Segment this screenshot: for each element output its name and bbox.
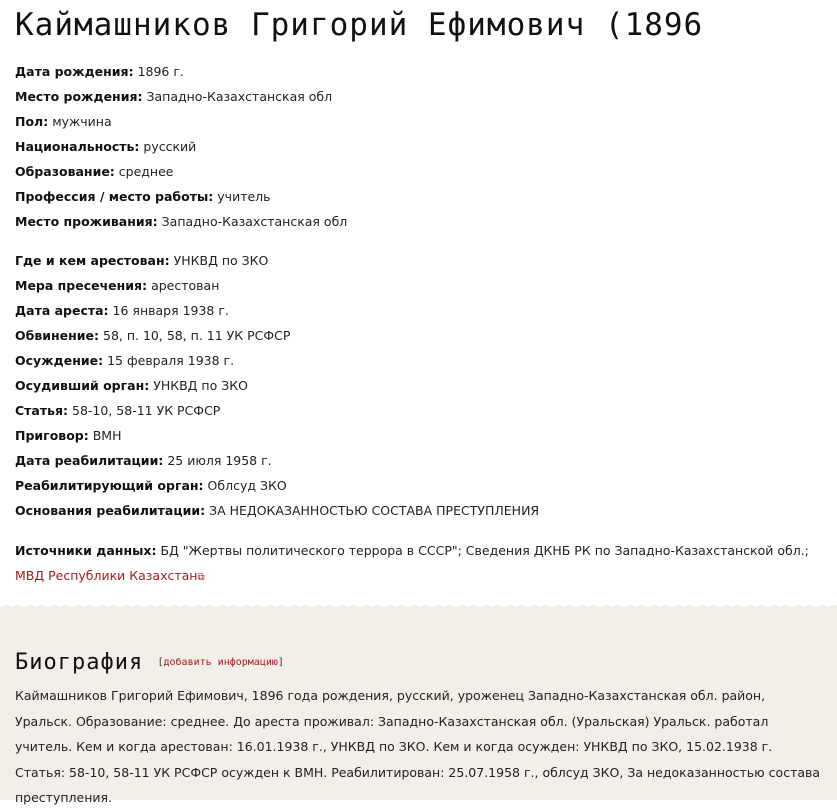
biography-heading	[15, 614, 822, 677]
field-label: Реабилитирующий орган:	[15, 478, 204, 493]
section-divider	[0, 600, 837, 614]
field-row	[15, 373, 822, 398]
field-label: Приговор:	[15, 428, 89, 443]
field-row	[15, 134, 822, 159]
add-info-wrapper	[157, 657, 283, 668]
field-label: Мера пресечения:	[15, 278, 148, 293]
field-row	[15, 498, 822, 523]
field-label: Статья:	[15, 403, 69, 418]
field-value: Западно-Казахстанская обл	[146, 89, 333, 104]
bracket-close: ]	[277, 657, 284, 668]
field-label: Обвинение:	[15, 328, 100, 343]
field-label: Место рождения:	[15, 89, 143, 104]
sources-text: БД "Жертвы политического террора в СССР"; Сведения ДКНБ РК по Западно-Казахстанской обл.;	[160, 543, 809, 558]
field-value: 15 февраля 1938 г.	[107, 353, 235, 368]
field-row	[15, 398, 822, 423]
field-value: УНКВД по ЗКО	[153, 378, 248, 393]
field-value: 16 января 1938 г.	[112, 303, 229, 318]
external-link-icon: ⧉	[197, 572, 205, 583]
field-value: среднее	[118, 164, 174, 179]
field-row	[15, 59, 822, 84]
field-label: Осуждение:	[15, 353, 104, 368]
field-value: учитель	[217, 189, 271, 204]
field-row	[15, 348, 822, 373]
field-label: Где и кем арестован:	[15, 253, 170, 268]
field-label: Пол:	[15, 114, 49, 129]
field-value: УНКВД по ЗКО	[173, 253, 269, 268]
field-row	[15, 298, 822, 323]
field-label: Профессия / место работы:	[15, 189, 214, 204]
field-row	[15, 209, 822, 234]
field-row	[15, 423, 822, 448]
data-sources	[15, 538, 822, 590]
field-row	[15, 473, 822, 498]
field-row	[15, 448, 822, 473]
field-value: ЗА НЕДОКАЗАННОСТЬЮ СОСТАВА ПРЕСТУПЛЕНИЯ	[209, 503, 540, 518]
field-label: Осудивший орган:	[15, 378, 150, 393]
field-value: арестован	[151, 278, 220, 293]
field-label: Основания реабилитации:	[15, 503, 206, 518]
biography-section	[0, 614, 837, 805]
field-row	[15, 109, 822, 134]
field-label: Национальность:	[15, 139, 140, 154]
field-label: Дата рождения:	[15, 64, 134, 79]
field-value: 58, п. 10, 58, п. 11 УК РСФСР	[103, 328, 291, 343]
case-fields	[15, 248, 822, 523]
page-title: Каймашников Григорий Ефимович (1896	[15, 7, 704, 43]
mvd-link-label: МВД Республики Казахстан	[15, 568, 198, 583]
personal-fields	[15, 59, 822, 234]
biography-text: Каймашников Григорий Ефимович, 1896 года рождения, русский, уроженец Западно-Казахстанская обл. район, Уральск. Образование: среднее. До ареста проживал: Западно-Казахстанская обл. (Уральская) Уральск. работал учитель. Кем и когда арестован: 16.01.1938 г., УНКВД по ЗКО. Кем и когда осужден: УНКВД по ЗКО, 15.02.1938 г. Статья: 58-10, 58-11 УК РСФСР осужден к ВМН. Реабилитирован: 25.07.1958 г., облсуд ЗКО, За недоказанностью состава преступления.	[15, 688, 821, 805]
field-label: Образование:	[15, 164, 115, 179]
bracket-open: [	[157, 657, 164, 668]
mvd-kazakhstan-link[interactable]	[15, 568, 205, 583]
sources-label: Источники данных:	[15, 543, 157, 558]
field-row	[15, 273, 822, 298]
field-row	[15, 84, 822, 109]
field-row	[15, 323, 822, 348]
field-value: 1896 г.	[137, 64, 184, 79]
field-value: Западно-Казахстанская обл	[161, 214, 348, 229]
field-row	[15, 184, 822, 209]
field-label: Место проживания:	[15, 214, 158, 229]
field-row	[15, 159, 822, 184]
field-value: 58-10, 58-11 УК РСФСР	[72, 403, 221, 418]
field-value: 25 июля 1958 г.	[167, 453, 272, 468]
biography-title: Биография	[15, 650, 144, 675]
field-value: Облсуд ЗКО	[207, 478, 287, 493]
field-value: мужчина	[52, 114, 112, 129]
field-label: Дата ареста:	[15, 303, 109, 318]
field-value: русский	[143, 139, 197, 154]
field-value: ВМН	[92, 428, 122, 443]
add-info-link[interactable]: добавить информацию	[163, 657, 278, 668]
field-label: Дата реабилитации:	[15, 453, 164, 468]
field-row	[15, 248, 822, 273]
